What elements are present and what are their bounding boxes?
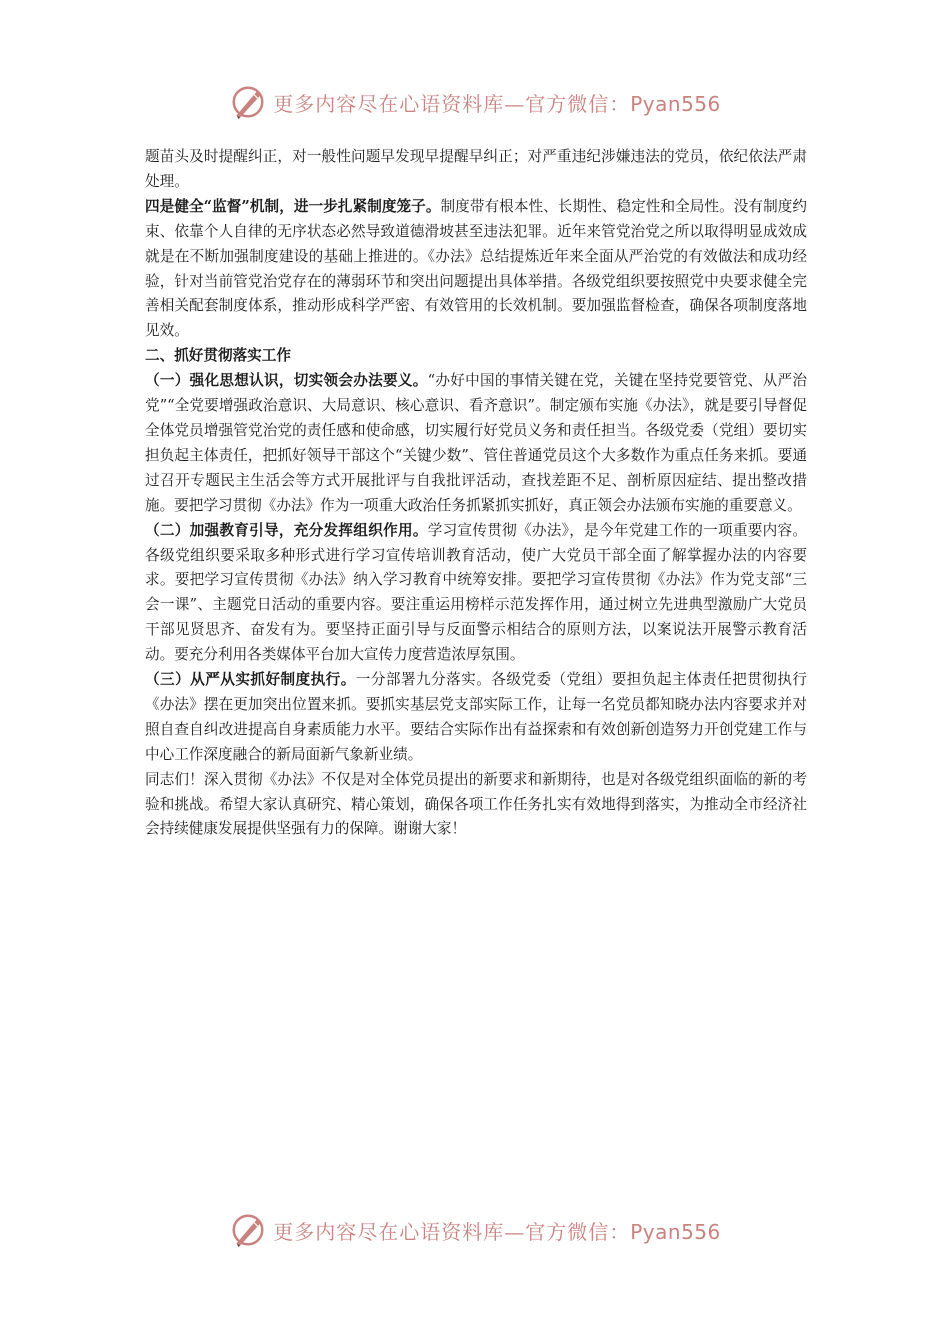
banner-text: 更多内容尽在心语资料库—官方微信：Pyan556 [273,1219,721,1244]
footer-banner [0,1208,950,1252]
paragraph [145,369,807,518]
paragraph-text: 学习宣传贯彻《办法》，是今年党建工作的一项重要内容。各级党组织要采取多种形式进行学习宣传培训教育活动，使广大党员干部全面了解掌握办法的内容要求。要把学习宣传贯彻《办法》纳入学习教育中统筹安排。要把学习宣传贯彻《办法》作为党支部“三会一课”、主题党日活动的重要内容。要注重运用榜样示范发挥作用，通过树立先进典型激励广大党员干部见贤思齐、奋发有为。要坚持正面引导与反面警示相结合的原则方法，以案说法开展警示教育活动。要充分利用各类媒体平台加大宣传力度营造浓厚氛围。 [145,521,807,664]
pen-circle-logo-icon [229,1211,267,1249]
paragraph-text: 题苗头及时提醒纠正，对一般性问题早发现早提醒早纠正；对严重违纪涉嫌违法的党员，依纪依法严肃处理。 [145,148,807,190]
header-banner [0,80,950,124]
wechat-id: Pyan556 [630,91,721,116]
banner-text: 更多内容尽在心语资料库—官方微信：Pyan556 [273,91,721,116]
paragraph [145,195,807,344]
document-body [145,145,807,842]
paragraph-text: “办好中国的事情关键在党，关键在坚持党要管党、从严治党”“全党要增强政治意识、大局意识、核心意识、看齐意识”。制定颁布实施《办法》，就是要引导督促全体党员增强管党治党的责任感和使命感，切实履行好党员义务和责任担当。各级党委（党组）要切实担负起主体责任，把抓好领导干部这个“关键少数”、管住普通党员这个大多数作为重点任务来抓。要通过召开专题民主生活会等方式开展批评与自我批评活动，查找差距不足、剖析原因症结、提出整改措施。要把学习贯彻《办法》作为一项重大政治任务抓紧抓实抓好，真正领会办法颁布实施的重要意义。 [145,372,807,514]
paragraph-lead: （三）从严从实抓好制度执行。 [145,671,356,689]
paragraph-text: 制度带有根本性、长期性、稳定性和全局性。没有制度约束、依靠个人自律的无序状态必然导致道德滑坡甚至违法犯罪。近年来管党治党之所以取得明显成效成就是在不断加强制度建设的基础上推进的。《办法》总结提炼近年来全面从严治党的有效做法和成功经验，针对当前管党治党存在的薄弱环节和突出问题提出具体举措。各级党组织要按照党中央要求健全完善相关配套制度体系，推动形成科学严密、有效管用的长效机制。要加强监督检查，确保各项制度落地见效。 [145,197,807,340]
paragraph-lead: （一）强化思想认识，切实领会办法要义。 [145,372,428,390]
paragraph [145,768,807,843]
paragraph [145,668,807,768]
paragraph-lead: （二）加强教育引导，充分发挥组织作用。 [145,521,428,539]
paragraph [145,519,807,668]
wechat-id: Pyan556 [630,1219,721,1244]
paragraph-text: 同志们！深入贯彻《办法》不仅是对全体党员提出的新要求和新期待，也是对各级党组织面临的新的考验和挑战。希望大家认真研究、精心策划，确保各项工作任务扎实有效地得到落实，为推动全市经济社会持续健康发展提供坚强有力的保障。谢谢大家！ [145,770,807,838]
pen-circle-logo-icon [229,83,267,121]
paragraph-lead: 四是健全“监督”机制，进一步扎紧制度笼子。 [145,197,441,215]
paragraph-text: 一分部署九分落实。各级党委（党组）要担负起主体责任把贯彻执行《办法》摆在更加突出位置来抓。要抓实基层党支部实际工作，让每一名党员都知晓办法内容要求并对照自查自纠改进提高自身素质能力水平。要结合实际作出有益探索和有效创新创造努力开创党建工作与中心工作深度融合的新局面新气象新业绩。 [145,671,807,763]
section-heading: 二、抓好贯彻落实工作 [145,347,291,365]
paragraph [145,145,807,195]
